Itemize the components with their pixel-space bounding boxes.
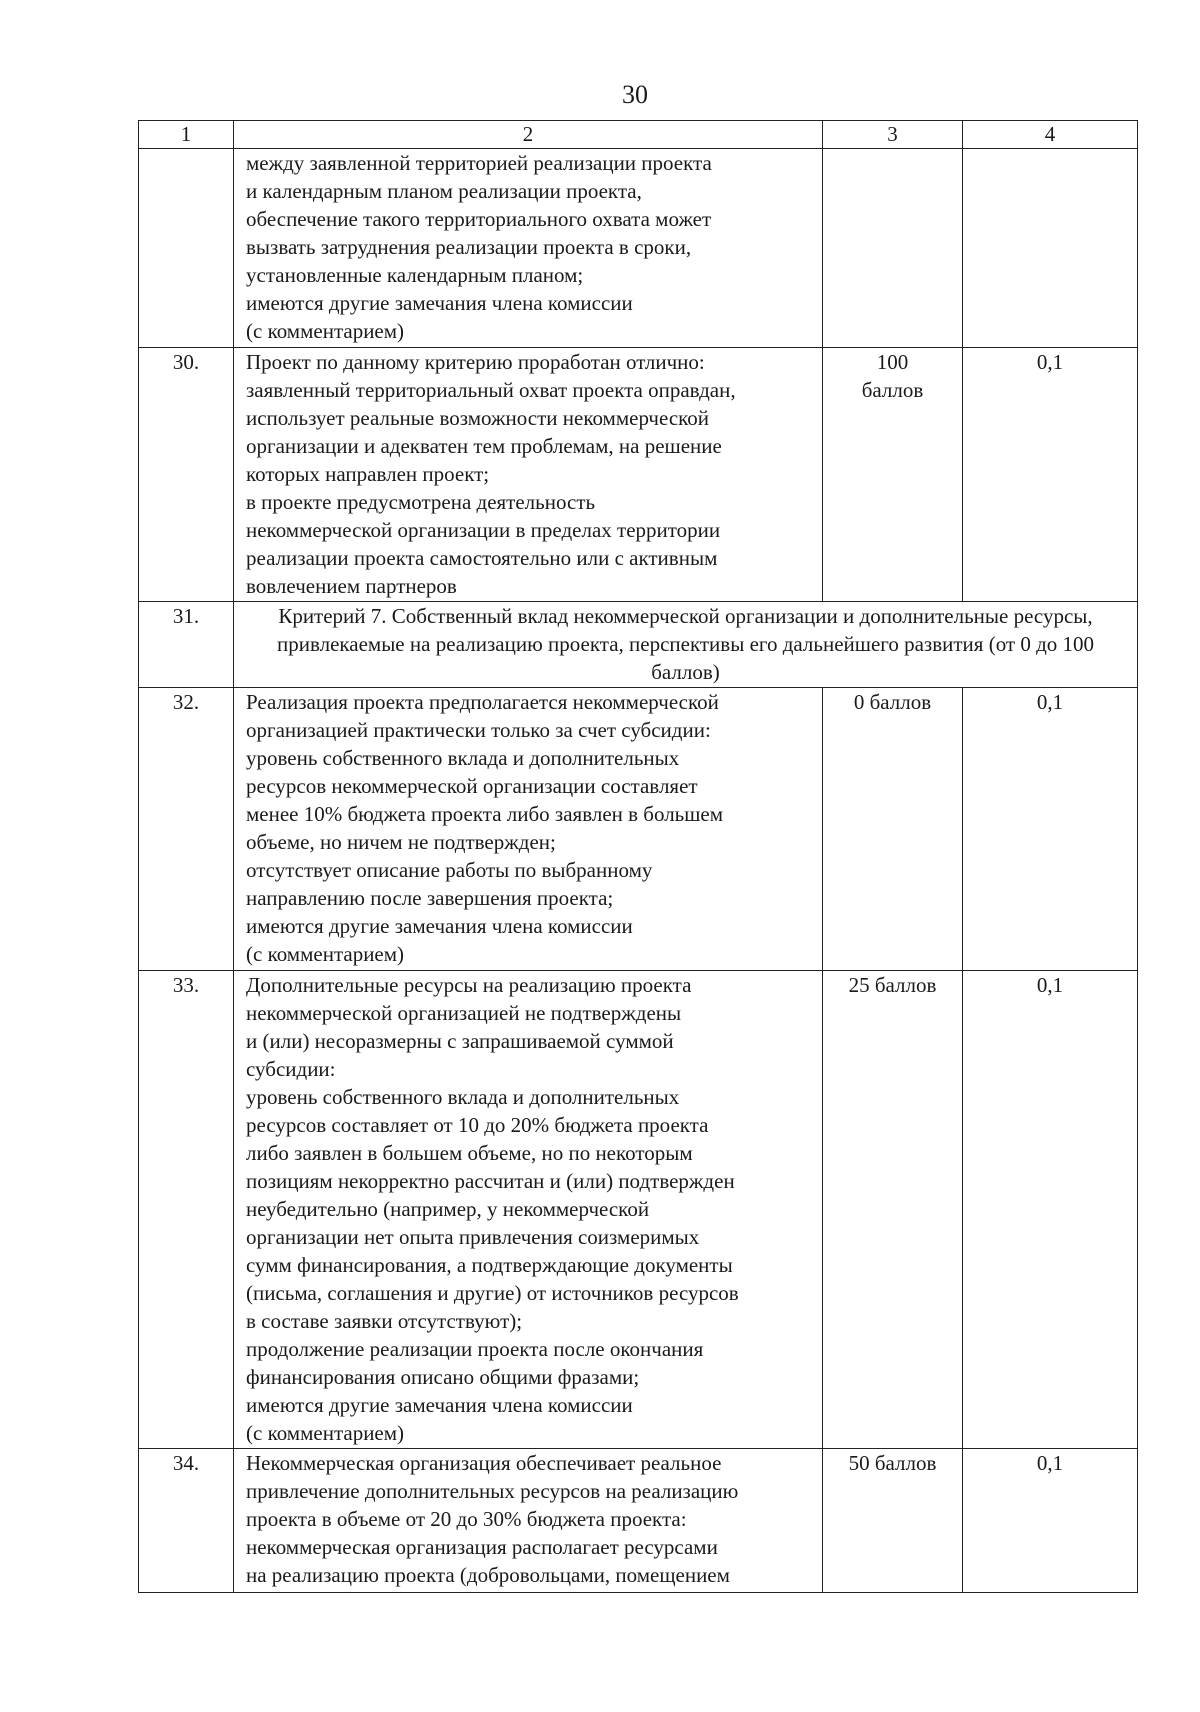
table-row [139, 688, 1138, 971]
row-number: 30. [139, 348, 234, 602]
row-text: Дополнительные ресурсы на реализацию проекта некоммерческой организацией не подтверждены и (или) несоразмерны с запрашиваемой суммой субсидии: уровень собственного вклада и дополнительных ресурсов составляет от 10 до 20% бюджета проекта либо заявлен в большем объеме, но по некоторым позициям некорректно рассчитан и (или) подтвержден неубедительно (например, у некоммерческой организации нет опыта привлечения соизмеримых сумм финансирования, а подтверждающие документы (письма, соглашения и другие) от источников ресурсов в составе заявки отсутствуют); продолжение реализации проекта после окончания финансирования описано общими фразами; имеются другие замечания члена комиссии (с комментарием) [234, 971, 823, 1449]
page-number: 30 [622, 80, 648, 109]
row-score [823, 149, 963, 348]
row-weight: 0,1 [963, 688, 1138, 971]
row-weight: 0,1 [963, 971, 1138, 1449]
row-text: между заявленной территорией реализации проекта и календарным планом реализации проекта, обеспечение такого территориального охвата может вызвать затруднения реализации проекта в сроки, установленные календарным планом; имеются другие замечания члена комиссии (с комментарием) [234, 149, 823, 348]
row-score: 50 баллов [823, 1449, 963, 1593]
row-weight [963, 149, 1138, 348]
table-row [139, 971, 1138, 1449]
criterion-row [139, 602, 1138, 688]
criterion-title: Критерий 7. Собственный вклад некоммерческой организации и дополнительные ресурсы, привлекаемые на реализацию проекта, перспективы его дальнейшего развития (от 0 до 100 баллов) [234, 602, 1138, 688]
table-row [139, 149, 1138, 348]
table-row [139, 348, 1138, 602]
row-score: 100 баллов [823, 348, 963, 602]
row-score: 0 баллов [823, 688, 963, 971]
row-text: Некоммерческая организация обеспечивает реальное привлечение дополнительных ресурсов на реализацию проекта в объеме от 20 до 30% бюджета проекта: некоммерческая организация располагает ресурсами на реализацию проекта (добровольцами, помещением [234, 1449, 823, 1593]
row-weight: 0,1 [963, 348, 1138, 602]
row-text: Реализация проекта предполагается некоммерческой организацией практически только за счет субсидии: уровень собственного вклада и дополнительных ресурсов некоммерческой организации составляет менее 10% бюджета проекта либо заявлен в большем объеме, но ничем не подтвержден; отсутствует описание работы по выбранному направлению после завершения проекта; имеются другие замечания члена комиссии (с комментарием) [234, 688, 823, 971]
header-cell: 1 [139, 121, 234, 149]
header-cell: 2 [234, 121, 823, 149]
row-number: 33. [139, 971, 234, 1449]
row-number: 34. [139, 1449, 234, 1593]
row-number: 32. [139, 688, 234, 971]
header-cell: 3 [823, 121, 963, 149]
criteria-table [138, 120, 1138, 1593]
row-text: Проект по данному критерию проработан отлично: заявленный территориальный охват проекта оправдан, использует реальные возможности некоммерческой организации и адекватен тем проблемам, на решение которых направлен проект; в проекте предусмотрена деятельность некоммерческой организации в пределах территории реализации проекта самостоятельно или с активным вовлечением партнеров [234, 348, 823, 602]
header-cell: 4 [963, 121, 1138, 149]
row-score: 25 баллов [823, 971, 963, 1449]
row-weight: 0,1 [963, 1449, 1138, 1593]
row-number: 31. [139, 602, 234, 688]
table-row [139, 1449, 1138, 1593]
table-header-row [139, 121, 1138, 149]
row-number [139, 149, 234, 348]
